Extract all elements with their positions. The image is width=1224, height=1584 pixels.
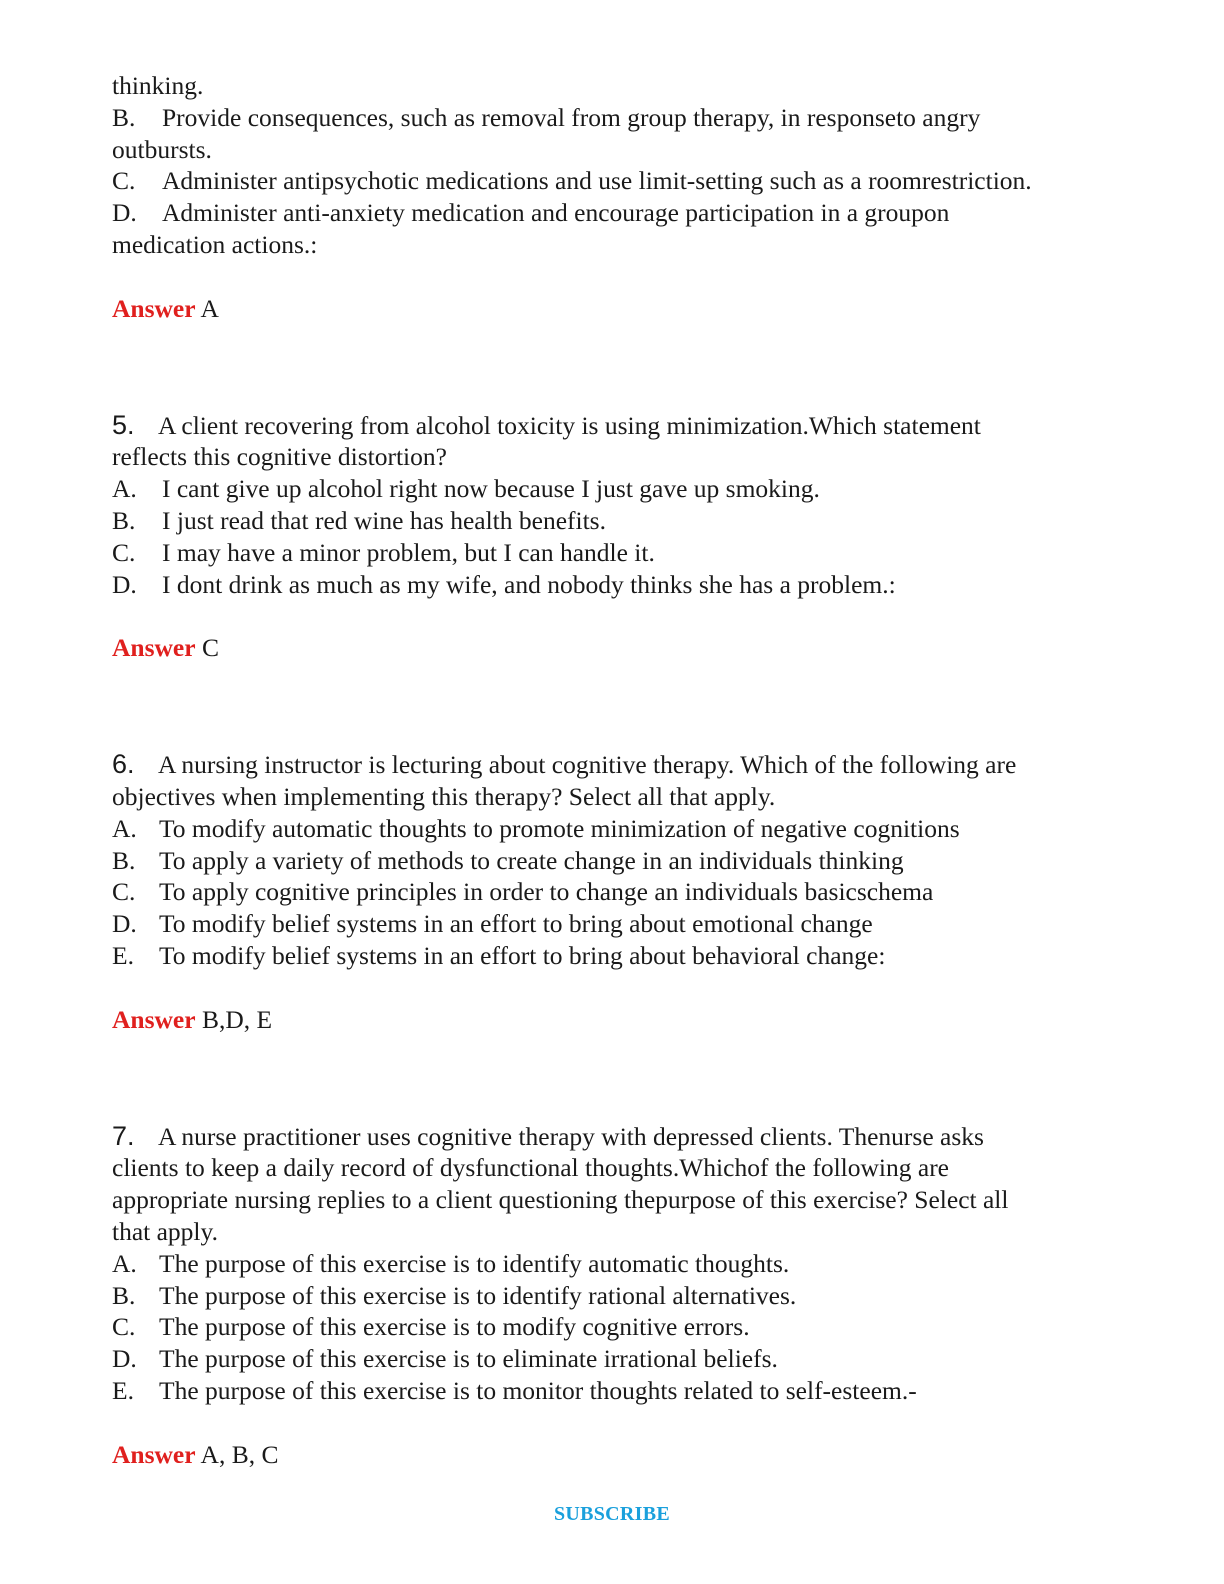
- option-text: Administer anti-anxiety medication and encourage participation in a groupon: [162, 198, 950, 228]
- option-letter: C.: [112, 1312, 136, 1342]
- option-letter: B.: [112, 102, 136, 132]
- option-letter: D.: [112, 1344, 137, 1374]
- question-4-option-d: [112, 197, 1112, 229]
- answer-value: A: [200, 293, 219, 323]
- question-6-option-d: [112, 908, 1112, 940]
- option-text: Provide consequences, such as removal from group therapy, in responseto angry: [162, 102, 981, 132]
- question-4-option-d-continuation: medication actions.:: [112, 229, 318, 259]
- question-7-option-c: [112, 1311, 1112, 1343]
- option-text: The purpose of this exercise is to identify automatic thoughts.: [159, 1248, 790, 1278]
- question-4-option-c: [112, 165, 1112, 197]
- question-6-option-e: [112, 940, 1112, 972]
- option-text: I may have a minor problem, but I can handle it.: [162, 537, 655, 567]
- question-5-option-a: [112, 473, 1112, 505]
- option-text: I dont drink as much as my wife, and nobody thinks she has a problem.:: [162, 569, 896, 599]
- option-text: To apply cognitive principles in order to change an individuals basicschema: [159, 877, 934, 907]
- document-page: [112, 70, 1112, 1471]
- option-text: Administer antipsychotic medications and use limit-setting such as a roomrestriction.: [162, 166, 1032, 196]
- question-stem-line: A nursing instructor is lecturing about cognitive therapy. Which of the following are: [158, 750, 1017, 780]
- question-4-option-b-continuation: outbursts.: [112, 134, 212, 164]
- question-6-answer: [112, 1004, 1112, 1036]
- question-stem-line: objectives when implementing this therapy? Select all that apply.: [112, 781, 776, 811]
- option-text: To modify belief systems in an effort to bring about behavioral change:: [159, 940, 886, 970]
- option-text: To modify automatic thoughts to promote minimization of negative cognitions: [159, 813, 960, 843]
- question-stem-line: appropriate nursing replies to a client questioning thepurpose of this exercise? Select all: [112, 1185, 1009, 1215]
- question-5-option-b: [112, 505, 1112, 537]
- option-letter: C.: [112, 537, 136, 567]
- option-letter: C.: [112, 877, 136, 907]
- question-4-answer: [112, 293, 1112, 325]
- question-6-stem: [112, 749, 1112, 781]
- question-stem-line: A client recovering from alcohol toxicity is using minimization.Which statement: [158, 410, 981, 440]
- option-letter: B.: [112, 1280, 136, 1310]
- option-text: I just read that red wine has health benefits.: [162, 505, 606, 535]
- answer-label: Answer: [112, 1439, 196, 1469]
- question-5-option-c: [112, 537, 1112, 569]
- question-6-option-b: [112, 845, 1112, 877]
- question-7-option-b: [112, 1280, 1112, 1312]
- option-letter: D.: [112, 909, 137, 939]
- option-letter: E.: [112, 1375, 134, 1405]
- question-stem-line: clients to keep a daily record of dysfunctional thoughts.Whichof the following are: [112, 1153, 950, 1183]
- answer-label: Answer: [112, 1004, 196, 1034]
- option-letter: A.: [112, 474, 137, 504]
- question-7-option-d: [112, 1343, 1112, 1375]
- option-text: I cant give up alcohol right now because I just gave up smoking.: [162, 474, 820, 504]
- question-stem-line: reflects this cognitive distortion?: [112, 442, 447, 472]
- option-letter: E.: [112, 940, 134, 970]
- question-4-option-b: [112, 102, 1112, 134]
- option-text: The purpose of this exercise is to identify rational alternatives.: [159, 1280, 797, 1310]
- answer-label: Answer: [112, 633, 196, 663]
- answer-label: Answer: [112, 293, 196, 323]
- question-4: [112, 70, 1112, 325]
- option-text: To modify belief systems in an effort to bring about emotional change: [159, 909, 873, 939]
- question-5-answer: [112, 632, 1112, 664]
- question-number: 6.: [112, 749, 135, 780]
- subscribe-link[interactable]: SUBSCRIBE: [553, 1503, 671, 1525]
- option-text: The purpose of this exercise is to monitor thoughts related to self-esteem.-: [159, 1375, 917, 1405]
- option-letter: D.: [112, 569, 137, 599]
- option-letter: B.: [112, 845, 136, 875]
- option-letter: D.: [112, 198, 137, 228]
- question-5: [112, 410, 1112, 665]
- question-4-stem-tail: thinking.: [112, 71, 204, 100]
- option-letter: B.: [112, 505, 136, 535]
- answer-value: C: [201, 633, 219, 663]
- question-stem-line: that apply.: [112, 1216, 218, 1246]
- question-7-answer: [112, 1439, 1112, 1471]
- option-letter: A.: [112, 1248, 137, 1278]
- answer-value: A, B, C: [200, 1439, 279, 1469]
- option-text: The purpose of this exercise is to eliminate irrational beliefs.: [159, 1344, 778, 1374]
- option-letter: A.: [112, 813, 137, 843]
- question-7-option-e: [112, 1375, 1112, 1407]
- question-6-option-a: [112, 813, 1112, 845]
- answer-value: B,D, E: [201, 1004, 273, 1034]
- question-6-option-c: [112, 876, 1112, 908]
- question-number: 7.: [112, 1120, 135, 1151]
- question-5-option-d: [112, 569, 1112, 601]
- option-text: The purpose of this exercise is to modify cognitive errors.: [159, 1312, 750, 1342]
- question-6: [112, 749, 1112, 1035]
- question-7-option-a: [112, 1248, 1112, 1280]
- question-7-stem: [112, 1121, 1112, 1153]
- option-letter: C.: [112, 166, 136, 196]
- question-number: 5.: [112, 409, 135, 440]
- question-stem-line: A nurse practitioner uses cognitive therapy with depressed clients. Thenurse asks: [158, 1121, 984, 1151]
- option-text: To apply a variety of methods to create change in an individuals thinking: [159, 845, 904, 875]
- question-7: [112, 1121, 1112, 1471]
- question-5-stem: [112, 410, 1112, 442]
